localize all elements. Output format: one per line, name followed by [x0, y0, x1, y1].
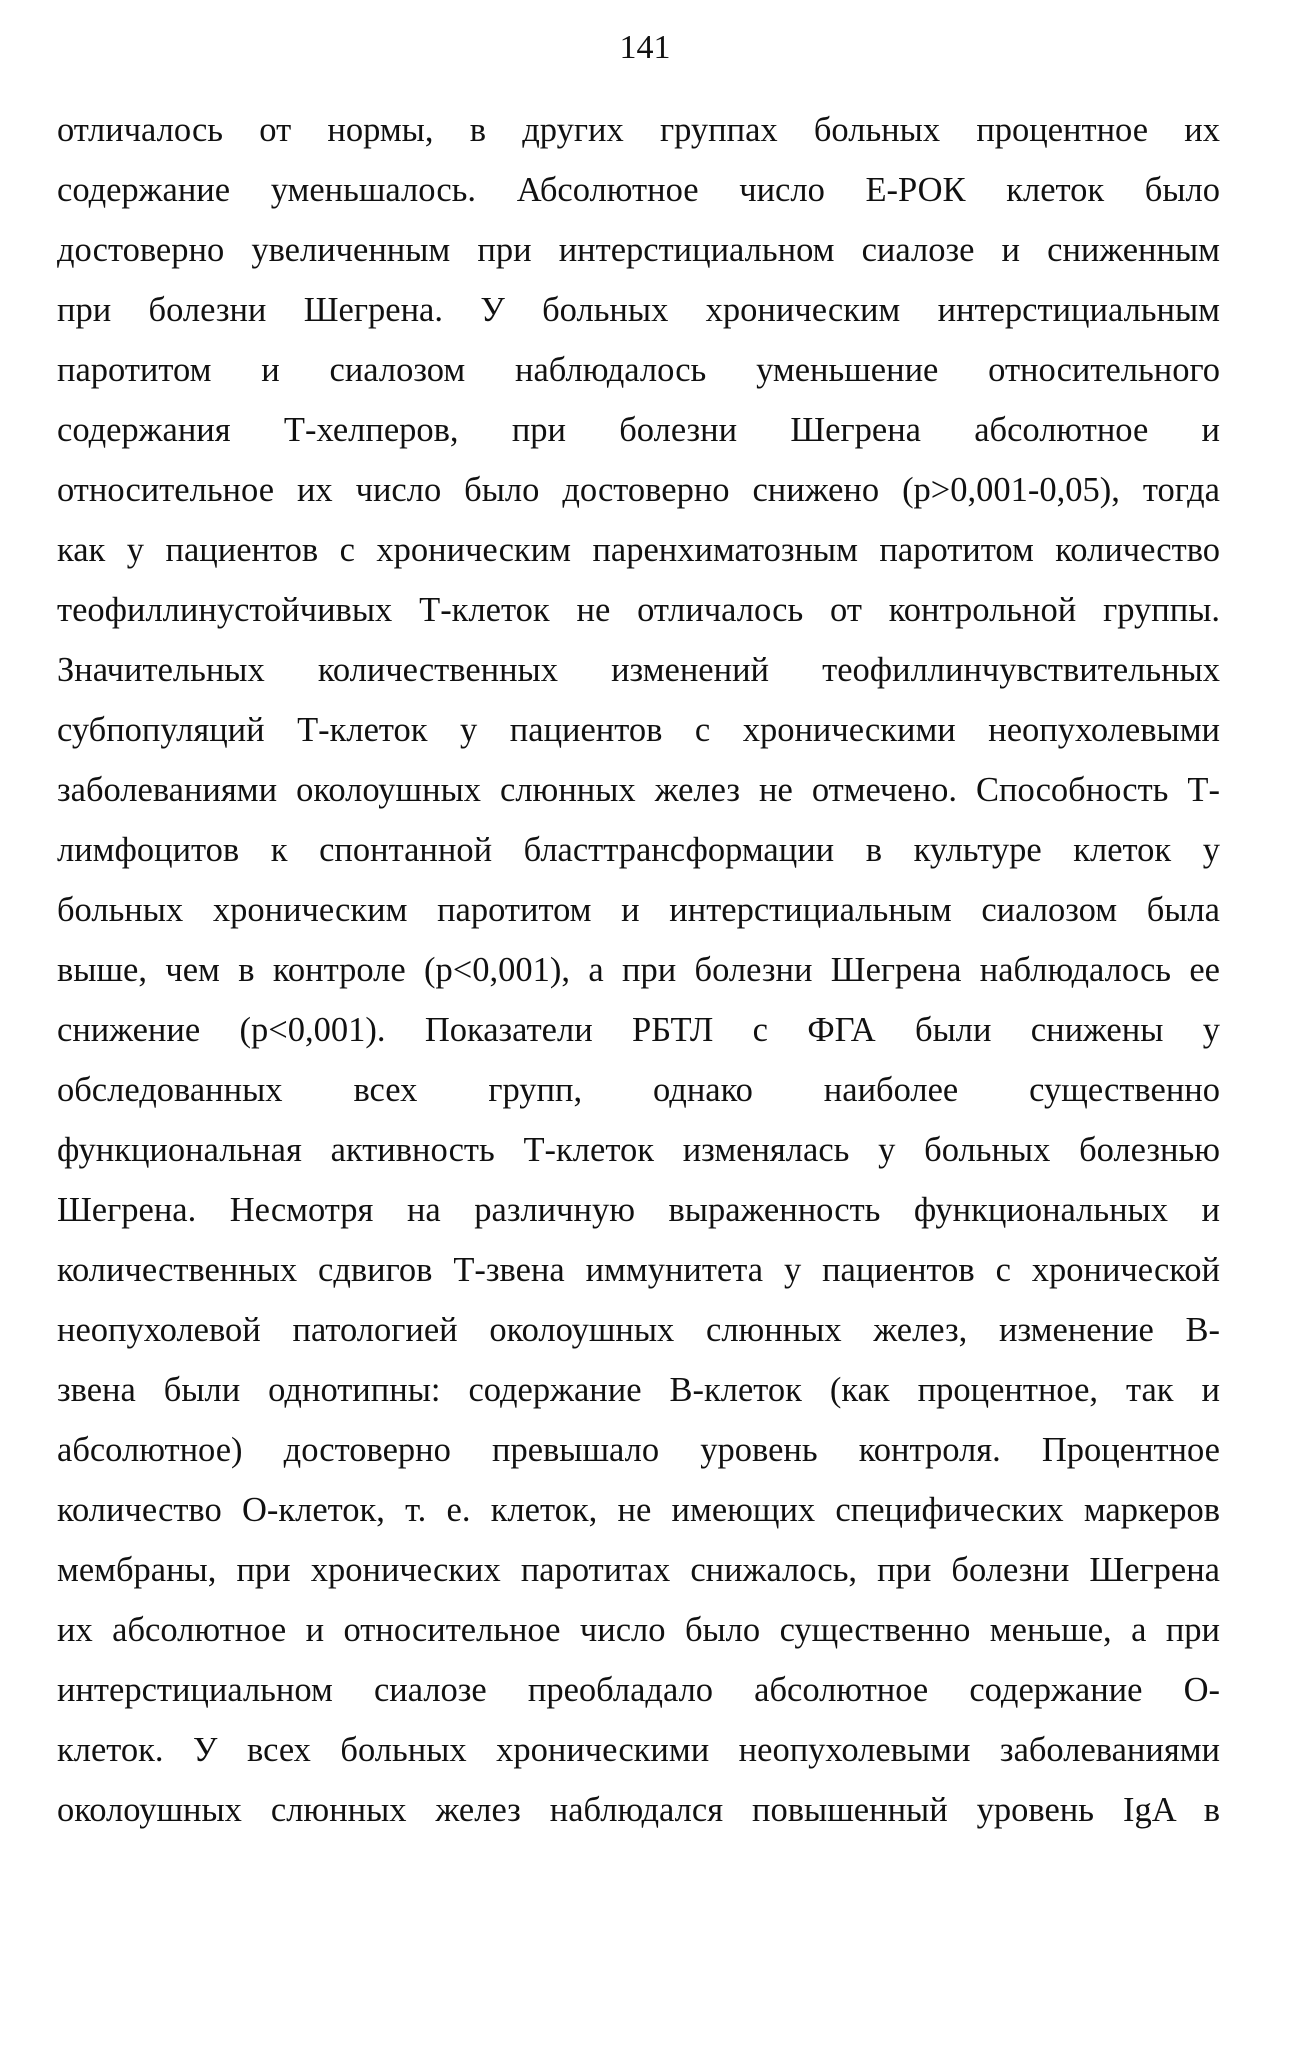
text-line: теофиллинустойчивых Т-клеток не отличалось от контрольной группы.	[57, 591, 1220, 629]
text-line: заболеваниями околоушных слюнных желез не отмечено. Способность Т-	[57, 771, 1220, 809]
text-line: интерстициальном сиалозе преобладало абсолютное содержание О-	[57, 1671, 1220, 1709]
text-line: Значительных количественных изменений теофиллинчувствительных	[57, 651, 1220, 689]
text-line: обследованных всех групп, однако наиболее существенно	[57, 1071, 1220, 1109]
text-line: паротитом и сиалозом наблюдалось уменьшение относительного	[57, 351, 1220, 389]
page-number: 141	[619, 29, 671, 66]
text-line: отличалось от нормы, в других группах больных процентное их	[57, 111, 1220, 149]
text-line: околоушных слюнных желез наблюдался повышенный уровень IgA в	[57, 1791, 1220, 1829]
text-line: выше, чем в контроле (p<0,001), а при болезни Шегрена наблюдалось ее	[57, 951, 1220, 989]
text-line: больных хроническим паротитом и интерстициальным сиалозом была	[57, 891, 1220, 929]
text-line: звена были однотипны: содержание В-клеток (как процентное, так и	[57, 1371, 1220, 1409]
text-line: при болезни Шегрена. У больных хроническим интерстициальным	[57, 291, 1220, 329]
text-line: абсолютное) достоверно превышало уровень контроля. Процентное	[57, 1431, 1220, 1469]
text-line: клеток. У всех больных хроническими неопухолевыми заболеваниями	[57, 1731, 1220, 1769]
text-line: содержание уменьшалось. Абсолютное число Е-РОК клеток было	[57, 171, 1220, 209]
text-line: функциональная активность Т-клеток изменялась у больных болезнью	[57, 1131, 1220, 1169]
text-line: содержания Т-хелперов, при болезни Шегрена абсолютное и	[57, 411, 1220, 449]
text-line: количественных сдвигов Т-звена иммунитета у пациентов с хронической	[57, 1251, 1220, 1289]
text-line: мембраны, при хронических паротитах снижалось, при болезни Шегрена	[57, 1551, 1220, 1589]
text-line: неопухолевой патологией околоушных слюнных желез, изменение В-	[57, 1311, 1220, 1349]
text-line: достоверно увеличенным при интерстициальном сиалозе и сниженным	[57, 231, 1220, 269]
text-line: снижение (p<0,001). Показатели РБТЛ с ФГА были снижены у	[57, 1011, 1220, 1049]
text-line: Шегрена. Несмотря на различную выраженность функциональных и	[57, 1191, 1220, 1229]
text-line: их абсолютное и относительное число было существенно меньше, а при	[57, 1611, 1220, 1649]
text-line: количество О-клеток, т. е. клеток, не имеющих специфических маркеров	[57, 1491, 1220, 1529]
text-line: лимфоцитов к спонтанной бласттрансформации в культуре клеток у	[57, 831, 1220, 869]
body-text	[57, 100, 1220, 1840]
text-line: как у пациентов с хроническим паренхиматозным паротитом количество	[57, 531, 1220, 569]
text-line: субпопуляций Т-клеток у пациентов с хроническими неопухолевыми	[57, 711, 1220, 749]
text-line: относительное их число было достоверно снижено (p>0,001-0,05), тогда	[57, 471, 1220, 509]
